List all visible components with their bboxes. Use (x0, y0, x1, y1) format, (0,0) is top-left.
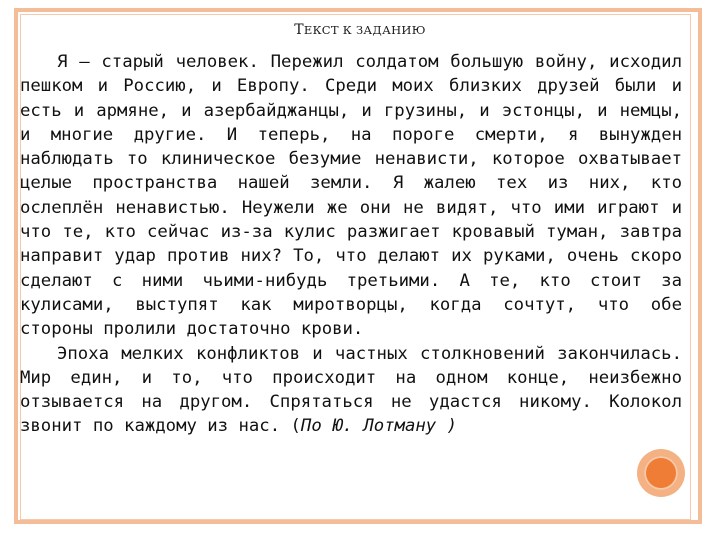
title-first-letter: Т (294, 22, 304, 38)
paragraph-2 (20, 342, 682, 439)
decorative-circle-icon (637, 449, 685, 497)
text-body (20, 50, 682, 439)
title-rest: ЕКСТ К ЗАДАНИЮ (303, 23, 426, 37)
paragraph-2-text: Эпоха мелких конфликтов и частных столкновений закончилась. Мир един, и то, что происходит на одном конце, неизбежно отзывается на другом. Спрятаться не удастся никому. Колокол звонит по каждому из нас. ( (20, 343, 682, 437)
paragraph-1: Я — старый человек. Пережил солдатом большую войну, исходил пешком и Россию, и Европу. Среди моих близких друзей были и есть и армяне, и азербайджанцы, и грузины, и эстонцы, и немцы, и многие другие. И теперь, на пороге смерти, я вынужден наблюдать то клиническое безумие ненависти, которое охватывает целые пространства нашей земли. Я жалею тех из них, кто ослеплён ненавистью. Неужели же они не видят, что ими играют и что те, кто сейчас из-за кулис разжигает кровавый туман, завтра направит удар против них? То, что делают их руками, очень скоро сделают с ними чьими-нибудь третьими. А те, кто стоит за кулисами, выступят как миротворцы, когда сочтут, что обе стороны пролили достаточно крови. (20, 52, 682, 340)
source-closing-paren: ) (446, 416, 457, 437)
slide-title (0, 22, 720, 38)
source-attribution: По Ю. Лотману (300, 416, 437, 437)
